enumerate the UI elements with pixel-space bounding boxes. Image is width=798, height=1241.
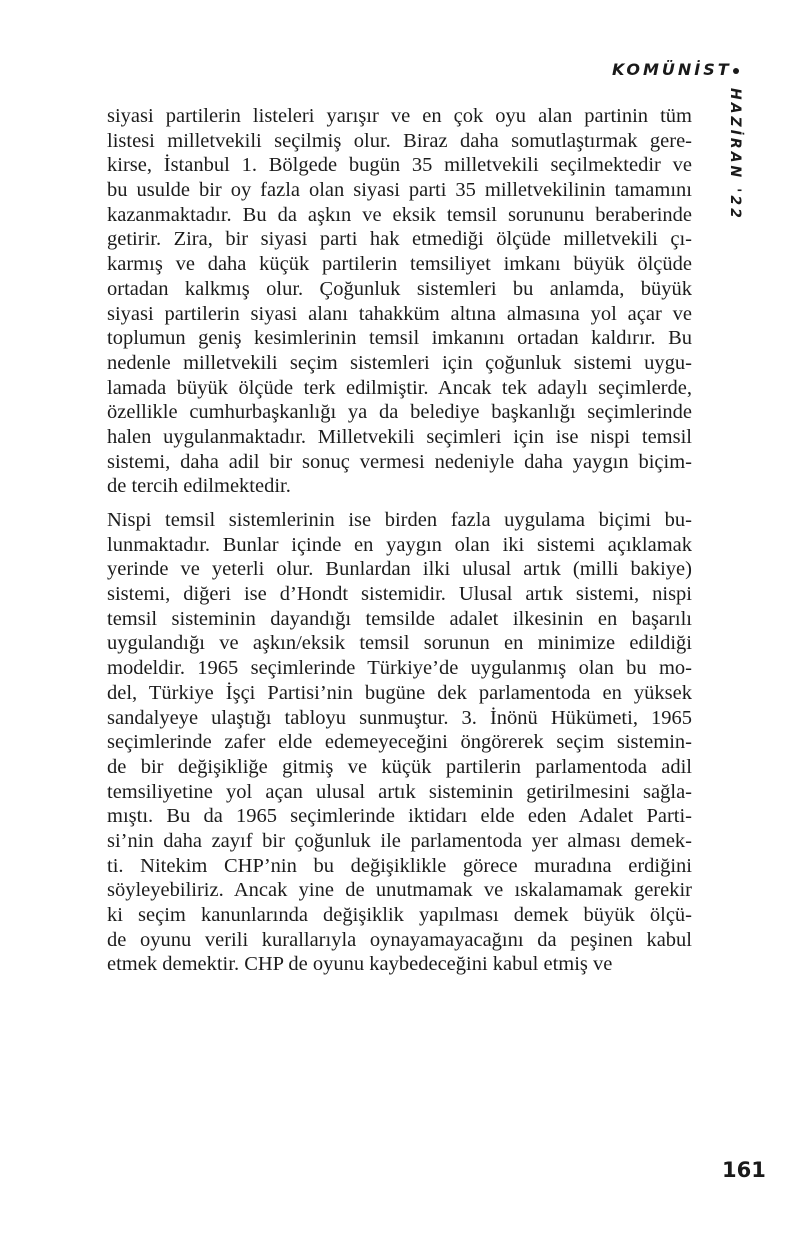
text-line: modeldir. 1965 seçimlerinde Türkiye’de uygulanmış olan bu mo-: [107, 657, 692, 680]
text-line: sistemi, daha adil bir sonuç vermesi nedeniyle daha yaygın biçim-: [107, 450, 692, 473]
running-head-issue-date: HAZİRAN '22: [727, 88, 743, 221]
text-line: yerinde ve yeterli olur. Bunlardan ilki ulusal artık (milli bakiye): [107, 558, 692, 581]
text-line: bu usulde bir oy fazla olan siyasi parti 35 milletvekilinin tamamını: [107, 179, 692, 202]
text-line: getirir. Zira, bir siyasi parti hak etmediği ölçüde milletvekili çı-: [107, 228, 692, 251]
text-line: karmış ve daha küçük partilerin temsiliyet imkanı büyük ölçüde: [107, 253, 692, 276]
bullet-separator-icon: [733, 68, 739, 74]
text-line: mıştı. Bu da 1965 seçimlerinde iktidarı elde eden Adalet Parti-: [107, 805, 692, 828]
article-body: [107, 104, 692, 986]
text-line: ki seçim kanunlarında değişiklik yapılması demek büyük ölçü-: [107, 904, 692, 926]
text-line: etmek demektir. CHP de oyunu kaybedeceğini kabul etmiş ve: [107, 953, 613, 976]
paragraph-1: [107, 104, 692, 499]
running-head-publication: KOMÜNİST: [612, 60, 732, 79]
text-line: uygulandığı ve aşkın/eksik temsil sorunun en minimize edildiği: [107, 632, 692, 655]
text-line: ti. Nitekim CHP’nin bu değişiklikle görece muradına erdiğini: [107, 854, 692, 877]
text-line: de tercih edilmektedir.: [107, 475, 291, 498]
text-line: siyasi partilerin listeleri yarışır ve en çok oyu alan partinin tüm: [107, 105, 692, 127]
text-line: halen uygulanmaktadır. Milletvekili seçimleri için ise nispi temsil: [107, 425, 692, 448]
text-line: temsiliyetine yol açan ulusal artık sisteminin getirilmesini sağla-: [107, 780, 692, 803]
text-line: söyleyebiliriz. Ancak yine de unutmamak ve ıskalamamak gerekir: [107, 879, 692, 902]
text-line: nedenle milletvekili seçim sistemleri için çoğunluk sistemi uygu-: [107, 351, 692, 374]
text-line: si’nin daha zayıf bir çoğunluk ile parlamentoda yer alması demek-: [107, 829, 692, 852]
text-line: lunmaktadır. Bunlar içinde en yaygın olan iki sistemi açıklamak: [107, 533, 692, 556]
text-line: Nispi temsil sistemlerinin ise birden fazla uygulama biçimi bu-: [107, 509, 692, 531]
text-line: del, Türkiye İşçi Partisi’nin bugüne dek parlamentoda en yüksek: [107, 681, 692, 704]
page-number: 161: [722, 1158, 766, 1182]
text-line: temsil sisteminin dayandığı temsilde adalet ilkesinin en başarılı: [107, 607, 692, 630]
text-line: kirse, İstanbul 1. Bölgede bugün 35 milletvekili seçilmektedir ve: [107, 154, 692, 177]
text-line: kazanmaktadır. Bu da aşkın ve eksik temsil sorununu beraberinde: [107, 203, 692, 226]
text-line: seçimlerinde zafer elde edemeyeceğini öngörerek seçim sistemin-: [107, 731, 692, 754]
text-line: özellikle cumhurbaşkanlığı ya da belediye başkanlığı seçimlerinde: [107, 401, 692, 424]
text-line: siyasi partilerin siyasi alanı tahakküm altına almasına yol açar ve: [107, 302, 692, 325]
text-line: ortadan kalkmış olur. Çoğunluk sistemleri bu anlamda, büyük: [107, 277, 692, 300]
paragraph-2: [107, 508, 692, 977]
text-line: listesi milletvekili seçilmiş olur. Biraz daha somutlaştırmak gere-: [107, 129, 692, 152]
text-line: sandalyeye ulaştığı tabloyu sunmuştur. 3. İnönü Hükümeti, 1965: [107, 706, 692, 729]
text-line: de oyunu verili kurallarıyla oynayamayacağını da peşinen kabul: [107, 928, 692, 951]
text-line: lamada büyük ölçüde terk edilmiştir. Ancak tek adaylı seçimlerde,: [107, 376, 692, 399]
text-line: toplumun geniş kesimlerinin temsil imkanını ortadan kaldırır. Bu: [107, 327, 692, 350]
text-line: de bir değişikliğe gitmiş ve küçük partilerin parlamentoda adil: [107, 755, 692, 778]
text-line: sistemi, diğeri ise d’Hondt sistemidir. Ulusal artık sistemi, nispi: [107, 583, 692, 606]
